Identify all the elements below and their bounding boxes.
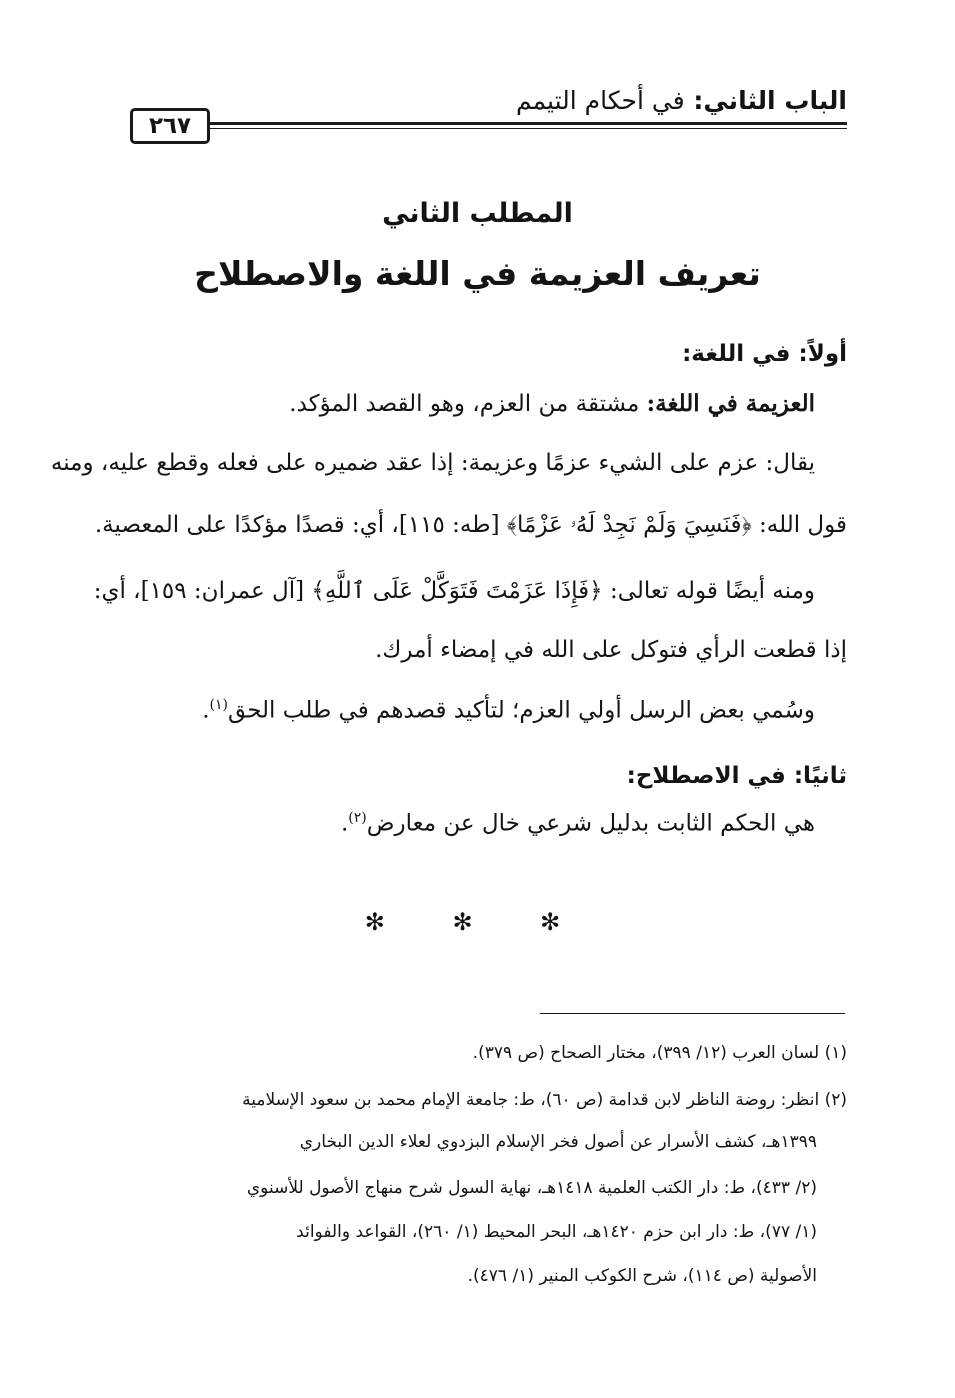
quran-verse-2: ﴿فَإِذَا عَزَمْتَ فَتَوَكَّلْ عَلَى ٱللَّهِ﴾	[311, 578, 603, 604]
page-number-text: ٢٦٧	[148, 113, 192, 139]
section-separator: ✻ ✻ ✻	[364, 908, 591, 936]
header-rule-thin	[208, 128, 847, 129]
body-line-6	[202, 697, 815, 724]
definition-line	[289, 390, 815, 417]
body-line-6-text: وسُمي بعض الرسل أولي العزم؛ لتأكيد قصدهم في طلب الحق	[228, 697, 815, 724]
body-line-4-start: ومنه أيضًا قوله تعالى:	[609, 578, 815, 604]
body-line-3-start: قول الله:	[759, 512, 847, 538]
footnote-2-line-4: (١/ ٧٧)، ط: دار ابن حزم ١٤٢٠هـ، البحر المحيط (١/ ٢٦٠)، القواعد والفوائد	[296, 1222, 817, 1242]
part2-definition-text: هي الحكم الثابت بدليل شرعي خال عن معارض	[366, 810, 815, 837]
body-line-2: يقال: عزم على الشيء عزمًا وعزيمة: إذا عقد ضميره على فعله وقطع عليه، ومنه	[50, 450, 815, 476]
footnote-ref-2: (٢)	[348, 810, 367, 826]
section-label: المطلب الثاني	[382, 198, 573, 229]
footnote-1: (١) لسان العرب (١٢/ ٣٩٩)، مختار الصحاح (ص ٣٧٩).	[472, 1043, 847, 1063]
body-line-5: إذا قطعت الرأي فتوكل على الله في إمضاء أمرك.	[375, 637, 847, 663]
part2-heading: ثانيًا: في الاصطلاح:	[626, 763, 847, 789]
definition-text: مشتقة من العزم، وهو القصد المؤكد.	[289, 391, 640, 417]
footnote-ref-1: (١)	[209, 697, 229, 713]
footnote-2-line-2: ١٣٩٩هـ، كشف الأسرار عن أصول فخر الإسلام البزدوي لعلاء الدين البخاري	[299, 1132, 817, 1152]
definition-term: العزيمة في اللغة:	[646, 390, 815, 417]
part1-heading: أولاً: في اللغة:	[682, 341, 847, 367]
chapter-name: الباب الثاني:	[693, 86, 847, 115]
footnote-rule	[540, 1013, 845, 1014]
body-line-6-end: .	[202, 697, 210, 724]
page-number	[130, 108, 210, 144]
running-header-title	[516, 86, 847, 115]
footnote-2-line-1: (٢) انظر: روضة الناظر لابن قدامة (ص ٦٠)، ط: جامعة الإمام محمد بن سعود الإسلامية	[242, 1090, 847, 1110]
body-line-4	[94, 578, 815, 604]
header-rule	[208, 122, 847, 125]
part2-definition-end: .	[340, 810, 349, 837]
section-title: تعريف العزيمة في اللغة والاصطلاح	[194, 254, 761, 293]
chapter-topic: في أحكام التيمم	[515, 86, 685, 115]
footnote-2-line-5: الأصولية (ص ١١٤)، شرح الكوكب المنير (١/ ٤٧٦).	[467, 1266, 817, 1286]
quran-verse-1: ﴿فَنَسِيَ وَلَمْ نَجِدْ لَهُۥ عَزْمًا﴾	[506, 512, 752, 538]
body-line-3-end: [طه: ١١٥]، أي: قصدًا مؤكدًا على المعصية.	[94, 512, 500, 538]
part2-definition	[341, 810, 815, 837]
footnote-2-line-3: (٢/ ٤٣٣)، ط: دار الكتب العلمية ١٤١٨هـ، نهاية السول شرح منهاج الأصول للأسنوي	[246, 1178, 817, 1198]
body-line-3	[95, 512, 847, 538]
body-line-4-end: [آل عمران: ١٥٩]، أي:	[93, 578, 305, 604]
